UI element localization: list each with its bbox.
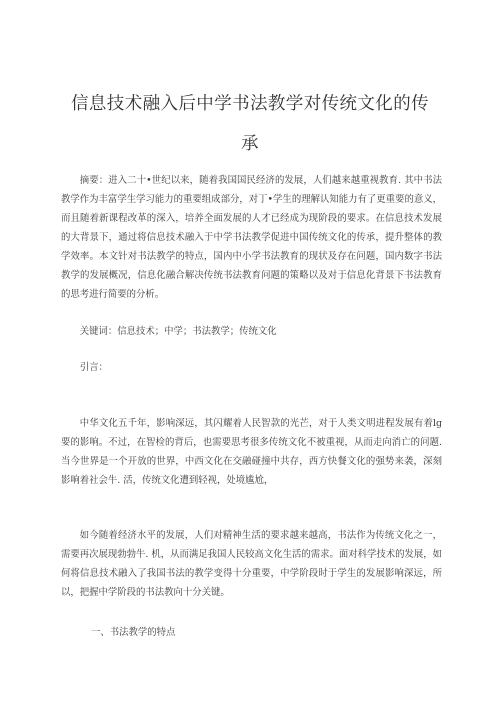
keywords-paragraph: 关键词：信息技术；中学；书法教学；传统文化 xyxy=(79,326,277,337)
section-heading-1: 一、书法教学的特点 xyxy=(91,627,176,638)
intro-paragraph-1: 中华文化五千年，影响深远，其闪耀着人民智款的光芒，对于人类文明进程发展有着lg要的影响。不过，在智检的背后，也需要思考很多传统文化不被重视，从而走向消亡的问题. 当今世界是一个开放的世界，中西文化在交融碰撞中共存，西方快餐文化的强势来袭，深刻影响着社会牛. 活，传统文化遭到轻视，处境尴尬， xyxy=(61,418,442,486)
intro-paragraph-2: 如今随着经济水平的发展，人们对精神生活的要求越来越高，书法作为传统文化之一，需要再次展现勃勃牛. 机，从而满足我国人民较高文化生活的需求。面对科学技术的发展，如何将信息技术融入了我国书法的教学变得十分重要，中学阶段时于学生的发展影响深远，所以，把握中学阶段的书法教向十分关键。 xyxy=(61,530,442,598)
document-title-line-2: 承 xyxy=(241,134,259,154)
intro-label: 引言： xyxy=(79,362,108,373)
abstract-paragraph: 摘要：进入二十•世纪以来，随着我国国民经济的发展，人们越来越重视教育. 其中书法教学作为丰富学生学习能力的重要组成部分，对丁•学生的理解认知能力有了更重要的意义，而且随着新课程改革的深入，培养全面发展的人才已经成为现阶段的要求。在信息技术发展的大背景下，通过将信息技术融入于中学书法教学促进中国传统文化的传承，提升整体的教学效率。本文针对书法教学的特点，国内中小学书法教育的现状及存在问题，国内数字书法教学的发展概况，信息化融合解决传统书法教育问题的策略以及对于信息化背景下书法教育的思考进行简要的分析。 xyxy=(61,175,442,300)
document-title-line-1: 信息技术融入后中学书法教学对传统文化的传 xyxy=(71,94,429,114)
